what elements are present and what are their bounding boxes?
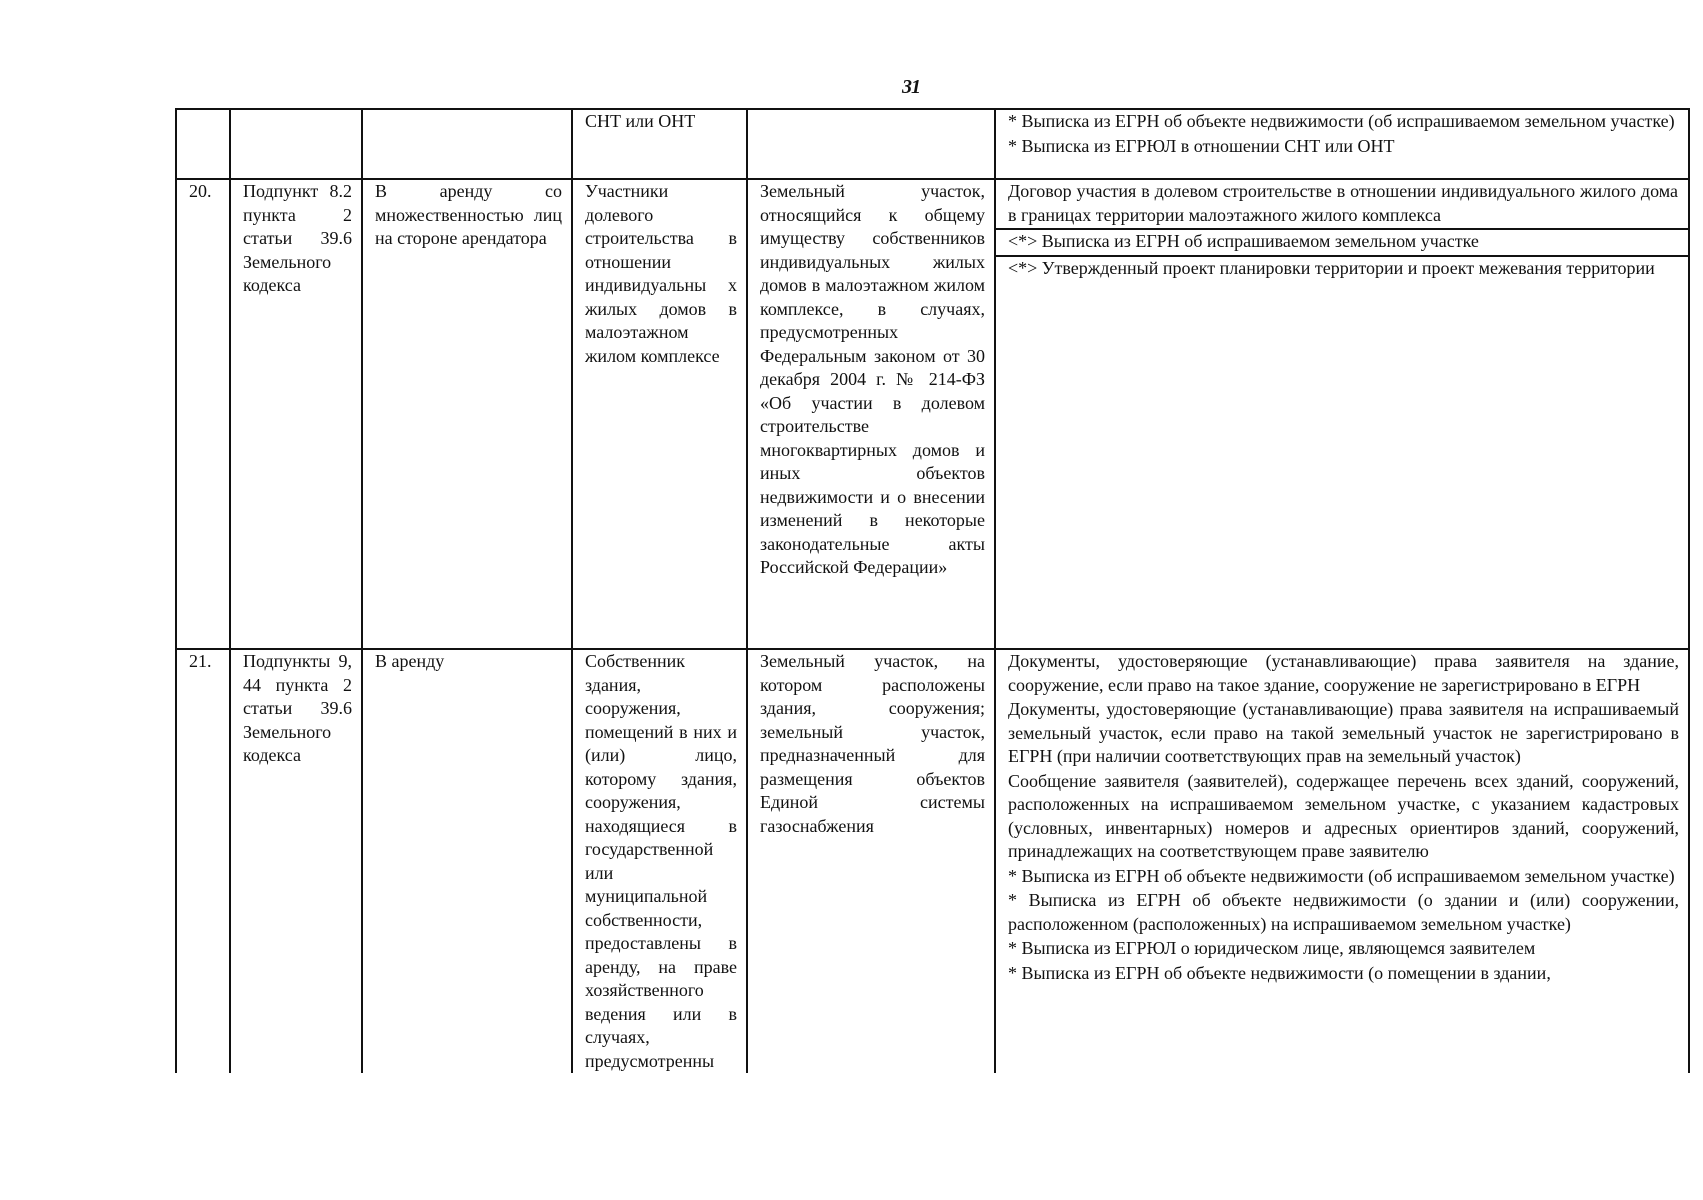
document-item: * Выписка из ЕГРН об объекте недвижимости (о помещении в здании, [1008,962,1551,983]
document-item: Документы, удостоверяющие (устанавливающие) права заявителя на здание, сооружение, если право на такое здание, сооружение не зарегистрировано в ЕГРН [1008,651,1679,695]
document-item: Сообщение заявителя (заявителей), содержащее перечень всех зданий, сооружений, расположенных на испрашиваемом земельном участке, с указанием кадастровых (условных, инвентарных) номеров и адресных ориентиров зданий, сооружений, принадлежащих на соответствующем праве заявителю [1008,770,1679,861]
cell-documents [995,179,1689,649]
table-row-continuation [176,109,1689,179]
document-item: Документы, удостоверяющие (устанавливающие) права заявителя на испрашиваемый земельный участок, если право на такой земельный участок не зарегистрировано в ЕГРН (при наличии соответствующих прав на земельный участок) [1008,699,1679,766]
document-item: * Выписка из ЕГРН об объекте недвижимости (о здании и (или) сооружении, расположенном (расположенных) на испрашиваемом земельном участке) [1008,890,1679,934]
requirements-table [175,108,1690,1073]
table-row-21 [176,649,1689,1073]
page-number: 31 [902,76,920,98]
cell-num: 20. [176,179,230,649]
cell-applicant: СНТ или ОНТ [572,109,747,179]
document-item: * Выписка из ЕГРН об объекте недвижимости (об испрашиваемом земельном участке) [1008,111,1675,131]
cell-applicant: Участники долевого строительства в отношении индивидуальны х жилых домов в малоэтажном жилом комплексе [572,179,747,649]
document-item: * Выписка из ЕГРЮЛ в отношении СНТ или ОНТ [1008,135,1395,156]
cell-land-plot: Земельный участок, на котором расположены здания, сооружения; земельный участок, предназначенный для размещения объектов Единой системы газоснабжения [747,649,995,1073]
cell-num: 21. [176,649,230,1073]
cell-basis: Подпункты 9, 44 пункта 2 статьи 39.6 Земельного кодекса [230,649,362,1073]
cell-applicant: Собственник здания, сооружения, помещений в них и (или) лицо, которому здания, сооружения, находящиеся в государственной или муниципальной собственности, предоставлены в аренду, на праве хозяйственного ведения или в случаях, предусмотренны [572,649,747,1073]
cell-basis: Подпункт 8.2 пункта 2 статьи 39.6 Земельного кодекса [230,179,362,649]
document-item: <*> Выписка из ЕГРН об испрашиваемом земельном участке [996,230,1688,257]
cell-basis [230,109,362,179]
cell-documents [995,649,1689,1073]
table-row-20 [176,179,1689,649]
cell-right-type [362,109,572,179]
cell-right-type: В аренду со множественностью лиц на стороне арендатора [362,179,572,649]
document-item: <*> Утвержденный проект планировки территории и проект межевания территории [1008,257,1655,278]
cell-land-plot [747,109,995,179]
document-item: * Выписка из ЕГРЮЛ о юридическом лице, являющемся заявителем [1008,938,1536,958]
cell-documents [995,109,1689,179]
cell-num [176,109,230,179]
document-item: * Выписка из ЕГРН об объекте недвижимости (об испрашиваемом земельном участке) [1008,865,1675,886]
document-item: Договор участия в долевом строительстве в отношении индивидуального жилого дома в границах территории малоэтажного жилого комплекса [996,180,1688,230]
cell-land-plot: Земельный участок, относящийся к общему имуществу собственников индивидуальных жилых домов в малоэтажном жилом комплексе, в случаях, предусмотренных Федеральным законом от 30 декабря 2004 г. № 214-ФЗ «Об участии в долевом строительстве многоквартирных домов и иных объектов недвижимости и о внесении изменений в некоторые законодательные акты Российской Федерации» [747,179,995,649]
cell-right-type: В аренду [362,649,572,1073]
